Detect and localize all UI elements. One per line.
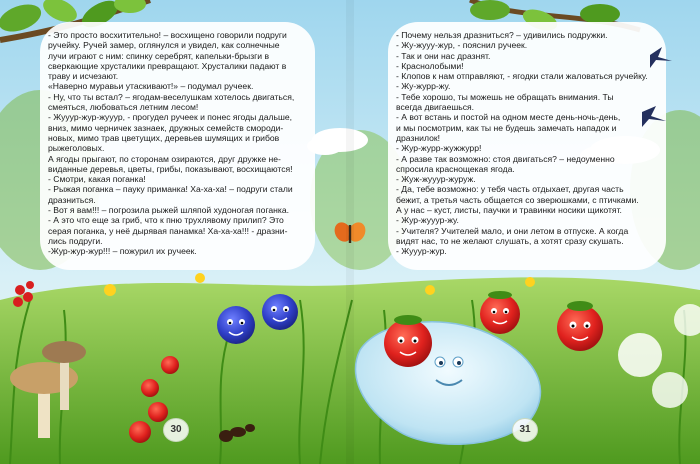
text-line: спросила краснощекая ягода.: [396, 163, 515, 174]
text-line: - Жуж-жууур-журуж.: [396, 174, 476, 185]
text-line: серая поганка, у неё дырявая панамка! Ха-ха-ха!!! - дразни-: [48, 225, 288, 236]
text-line: - Клопов к нам отправляют, - ягодки стали жаловаться ручейку.: [396, 71, 648, 82]
text-line: рыжеголовых.: [48, 143, 105, 154]
blueberry-right: [262, 294, 298, 330]
left-page-text: [48, 30, 306, 257]
text-line: траву и исчезают.: [48, 71, 119, 82]
text-line: - Рыжая поганка – пауку приманка! Ха-ха-ха! – подруги стали: [48, 184, 293, 195]
text-line: - Ну, что ты встал? – ягодам-веселушкам хотелось двигаться,: [48, 91, 295, 102]
text-line: - Жууур-жур.: [396, 246, 447, 257]
text-line: - А это что еще за гриб, что к пню трухлявому прилип? Это: [48, 215, 284, 226]
text-line: - Тебе хорошо, ты можешь не обращать внимания. Ты: [396, 91, 614, 102]
text-line: -Жур-жур-жур!!! – пожурил их ручеек.: [48, 246, 197, 257]
text-line: видят нас, то не желают слушать, а хотят сразу скушать.: [396, 235, 624, 246]
text-line: - Смотри, какая поганка!: [48, 174, 146, 185]
blueberry-left: [217, 306, 255, 344]
text-line: ручейку. Ручей замер, оглянулся и увидел, как солнечные: [48, 40, 280, 51]
text-line: - Жу-жууу-жур, - пояснил ручеек.: [396, 40, 528, 51]
text-line: вниз, мимо черничек зазнаек, дружных семейств смороди-: [48, 122, 284, 133]
text-line: А у нас – куст, листы, паучки и травинки носики щикотят.: [396, 205, 622, 216]
text-line: виданные деревья, цветы, грибы, показывают, восхищаются!: [48, 163, 293, 174]
text-line: - Жур-жууур-жу.: [396, 215, 459, 226]
text-line: смеяться, любоваться летним лесом!: [48, 102, 199, 113]
text-line: дразнилок!: [396, 132, 441, 143]
text-line: - А вот встань и постой на одном месте день-ночь-день,: [396, 112, 621, 123]
text-line: - Вот я вам!!! – погрозила рыжей шляпой худоногая поганка.: [48, 205, 290, 216]
text-line: - Да, тебе возможно: у тебя часть отдыхает, другая часть: [396, 184, 624, 195]
text-line: - Жууур-жур-жууур, - прогудел ручеек и понес ягоды дальше,: [48, 112, 293, 123]
page-number-left: 30: [163, 418, 189, 442]
text-line: бежит, а третья часть общается со зверюшками, с птичками.: [396, 194, 639, 205]
text-line: - Жур-журр-жужжурр!: [396, 143, 482, 154]
text-line: «Наверно муравьи утаскивают!» – подумал ручеек.: [48, 81, 254, 92]
text-line: - Так и они нас дразнят.: [396, 50, 491, 61]
text-line: новых, мимо трав цветущих, деревьев шумящих и грибов: [48, 132, 280, 143]
text-line: - А разве так возможно: стоя двигаться? – недоуменно: [396, 153, 615, 164]
text-line: - Краснолобыми!: [396, 60, 464, 71]
text-line: и мы посмотрим, как ты не будешь замечать нападок и: [396, 122, 617, 133]
page-gutter: [346, 0, 354, 464]
text-line: дразниться.: [48, 194, 96, 205]
text-line: - Почему нельзя дразниться? – удивились подружки.: [396, 30, 608, 40]
text-line: А ягоды прыгают, по сторонам озираются, друг дружке не-: [48, 153, 281, 164]
text-line: - Учителя? Учителей мало, и они летом в отпуске. А когда: [396, 225, 629, 236]
text-line: сверкающие хрусталики превращают. Хрусталики падают в: [48, 60, 287, 71]
page-number-right: 31: [512, 418, 538, 442]
text-line: лись подруги.: [48, 235, 103, 246]
text-line: - Это просто восхитительно! – восхищено говорили подруги: [48, 30, 287, 40]
text-line: лучи играют с ним: спинку серебрят, капельки-брызги в: [48, 50, 270, 61]
text-line: - Жу-журр-жу.: [396, 81, 451, 92]
right-page-text: [396, 30, 658, 257]
text-line: всегда двигаешься.: [396, 102, 475, 113]
